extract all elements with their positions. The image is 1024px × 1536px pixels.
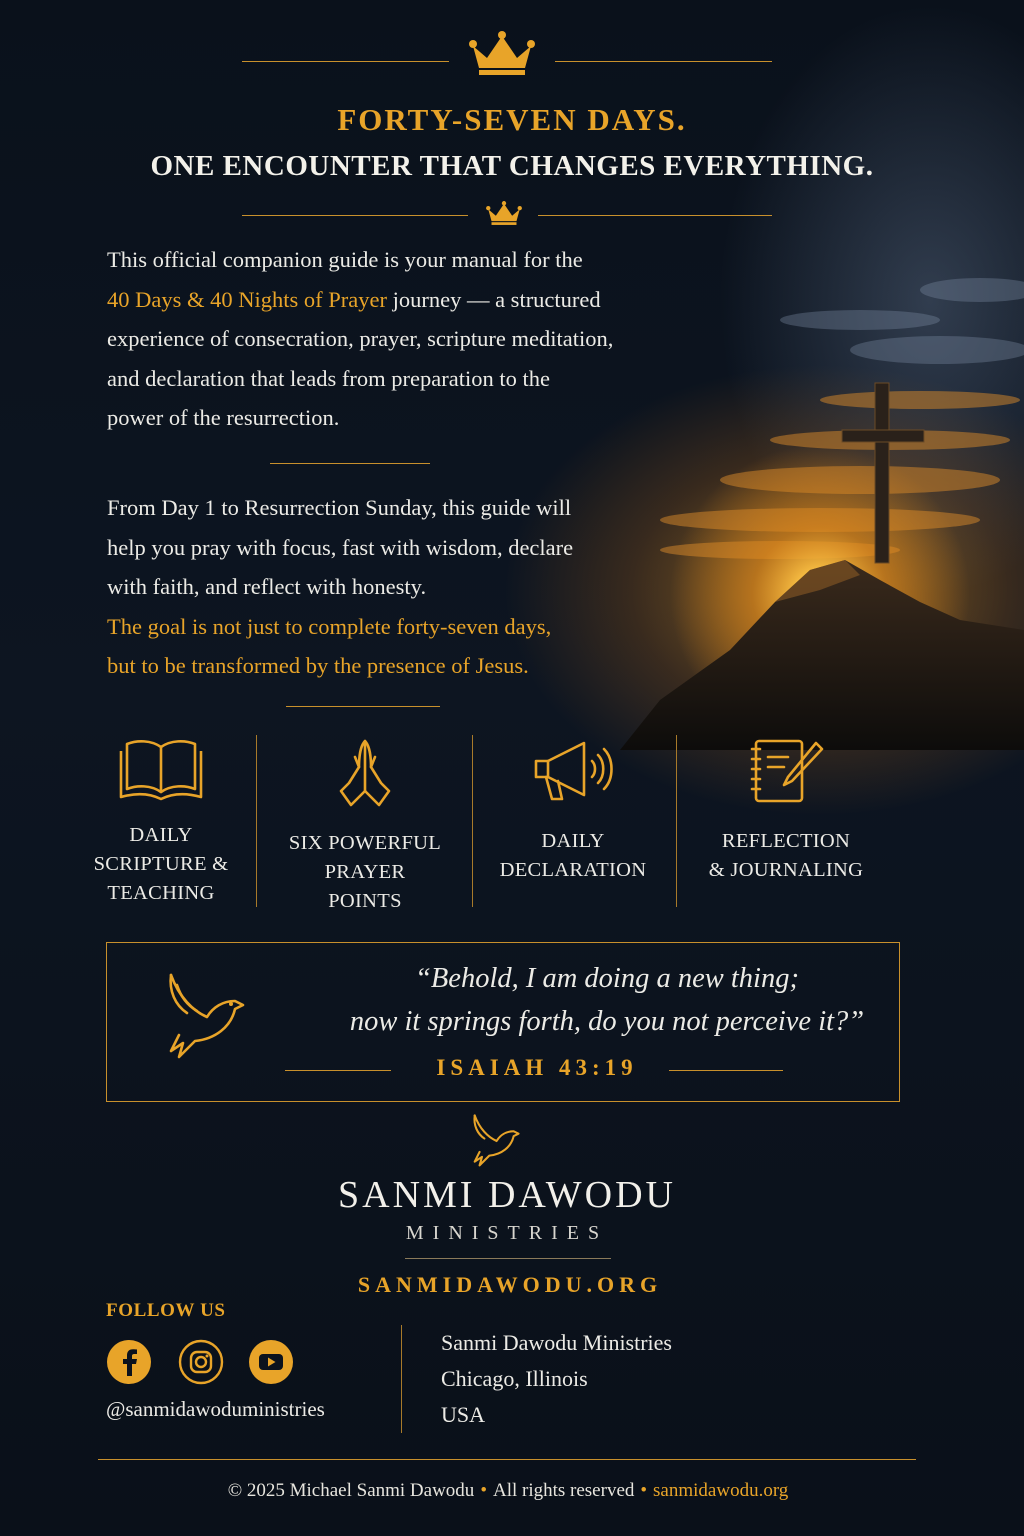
goal-line: but to be transformed by the presence of Jesus. [107,653,529,678]
feature-label-line: DAILY [129,824,193,846]
feature-label-line: PRAYER [324,861,406,883]
dove-icon [165,971,247,1063]
copyright-text: © 2025 Michael Sanmi Dawodu [227,1480,475,1501]
quote-rule-left [285,1070,391,1071]
intro-line: This official companion guide is your manual for the [107,247,583,272]
feature-label-line: POINTS [328,890,402,912]
contact-country: USA [441,1402,486,1427]
feature-label-line: & JOURNALING [708,859,864,881]
website-link[interactable]: sanmidawodu.org [653,1480,789,1501]
feature-label-line: SCRIPTURE & [93,853,229,875]
dove-logo-icon [470,1113,522,1169]
goal-line: The goal is not just to complete forty-seven days, [107,613,552,639]
crown-icon [467,30,537,76]
headline: FORTY-SEVEN DAYS. [337,102,687,137]
sub-rule-right [538,215,772,216]
feature-label-line: REFLECTION [721,830,851,852]
rights-text: All rights reserved [492,1480,635,1501]
copyright-bar [0,1480,1016,1502]
instagram-icon[interactable] [178,1339,224,1385]
feature-label [698,827,874,885]
quote-reference: ISAIAH 43:19 [436,1055,638,1080]
brand-website[interactable]: SANMIDAWODU.ORG [357,1272,663,1297]
feature-label [80,821,242,908]
feature-divider [472,735,473,907]
follow-us-label: FOLLOW US [106,1300,226,1321]
journal-pen-icon [748,735,824,805]
header-rule-left [242,61,449,62]
feature-label [492,827,654,885]
guide-paragraph [107,488,707,686]
feature-label [282,829,448,916]
youtube-icon[interactable] [248,1339,294,1385]
section-divider [270,463,430,464]
contact-city: Chicago, Illinois [441,1366,588,1391]
guide-line: From Day 1 to Resurrection Sunday, this guide will [107,495,572,520]
feature-journaling [698,735,874,885]
intro-paragraph [107,240,707,438]
megaphone-icon [530,735,616,805]
quote-rule-right [669,1070,783,1071]
feature-divider [256,735,257,907]
intro-line-rest: journey — a structured [386,286,601,312]
scripture-quote-box [106,942,900,1102]
facebook-icon[interactable] [106,1339,152,1385]
small-crown-icon [485,200,523,226]
quote-line: now it springs forth, do you not perceive it?” [349,1006,865,1037]
feature-prayer-points [282,735,448,916]
feature-divider [676,735,677,907]
footer-rule [98,1459,916,1460]
intro-line: and declaration that leads from preparation to the [107,365,550,391]
sub-rule-left [242,215,468,216]
feature-label-line: DECLARATION [499,859,647,881]
guide-line: help you pray with focus, fast with wisdom, declare [107,534,574,560]
feature-label-line: DAILY [541,830,605,852]
guide-line: with faith, and reflect with honesty. [107,574,427,599]
feature-scripture [80,735,242,908]
praying-hands-icon [335,735,395,809]
social-handle[interactable]: @sanmidawoduministries [106,1397,325,1421]
intro-line [107,280,707,320]
footer-divider [401,1325,402,1433]
open-book-icon [119,735,203,801]
separator-dot: • [480,1480,487,1501]
header-rule-right [555,61,772,62]
intro-line: experience of consecration, prayer, scripture meditation, [107,326,614,351]
contact-org: Sanmi Dawodu Ministries [441,1330,672,1355]
section-divider [286,706,440,707]
quote-line: “Behold, I am doing a new thing; [415,963,799,994]
brand-subtitle: MINISTRIES [405,1222,609,1244]
intro-line: power of the resurrection. [107,405,340,430]
feature-label-line: SIX POWERFUL [288,832,442,854]
program-name-highlight: 40 Days & 40 Nights of Prayer [107,286,387,312]
feature-label-line: TEACHING [107,882,215,904]
separator-dot: • [640,1480,648,1501]
brand-name: SANMI DAWODU [338,1174,676,1216]
feature-declaration [492,735,654,885]
subheadline: ONE ENCOUNTER THAT CHANGES EVERYTHING. [150,150,874,182]
brand-rule [405,1258,611,1259]
